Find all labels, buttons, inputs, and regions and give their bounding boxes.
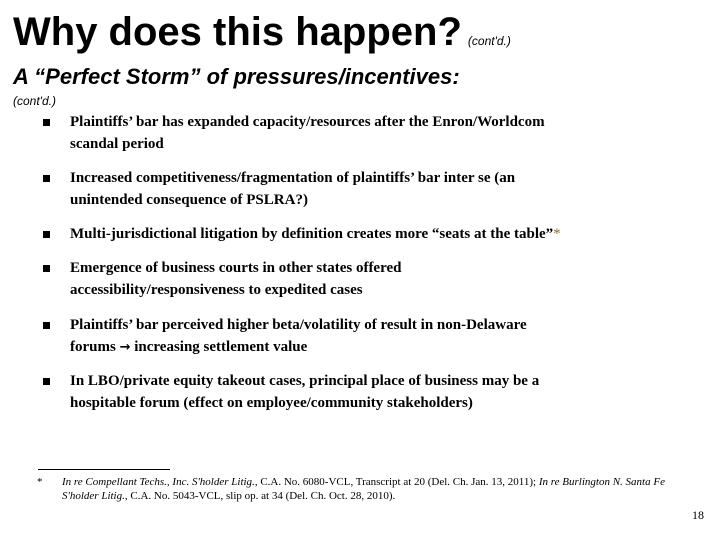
footnote-marker: * (37, 476, 43, 488)
square-bullet-icon (43, 265, 50, 272)
square-bullet-icon (43, 231, 50, 238)
bullet-line: unintended consequence of PSLRA?) (70, 192, 308, 208)
square-bullet-icon (43, 322, 50, 329)
bullet-text (70, 257, 670, 301)
bullet-line: In LBO/private equity takeout cases, principal place of business may be a (70, 373, 540, 389)
bullet-line: Multi-jurisdictional litigation by definition creates more “seats at the table” (70, 226, 554, 242)
case-citation: , C.A. No. 6080-VCL, Transcript at 20 (Del. Ch. Jan. 13, 2011); (254, 476, 539, 488)
bullet-line: Increased competitiveness/fragmentation of plaintiffs’ bar inter se (an (70, 170, 516, 186)
footnote-divider (38, 469, 170, 470)
bullet-line: Emergence of business courts in other states offered (70, 260, 402, 276)
bullet-line: scandal period (70, 136, 164, 152)
bullet-line: Plaintiffs’ bar perceived higher beta/volatility of result in non-Delaware (70, 317, 527, 333)
square-bullet-icon (43, 175, 50, 182)
bullet-line: increasing settlement value (134, 339, 308, 355)
right-arrow-icon: → (119, 340, 131, 355)
bullet-text (70, 370, 670, 414)
bullet-line: Plaintiffs’ bar has expanded capacity/resources after the Enron/Worldcom (70, 114, 545, 130)
slide-subtitle: A “Perfect Storm” of pressures/incentives: (13, 64, 460, 89)
bullet-text (70, 314, 670, 359)
case-citation: , C.A. No. 5043-VCL, slip op. at 34 (Del. Ch. Oct. 28, 2010). (124, 490, 396, 502)
bullet-text (70, 223, 670, 245)
bullet-text (70, 111, 670, 155)
square-bullet-icon (43, 119, 50, 126)
case-name: In re Burlington N. Santa Fe S'holder Litig. (62, 476, 665, 502)
title-cont: (cont'd.) (467, 34, 511, 48)
bullet-text (70, 167, 670, 211)
slide-title (13, 8, 511, 65)
bullet-line: hospitable forum (effect on employee/community stakeholders) (70, 395, 473, 411)
subtitle-cont: (cont'd.) (13, 94, 56, 108)
footnote-star: * (553, 226, 561, 242)
case-name: In re Compellant Techs., Inc. S'holder Litig. (62, 476, 255, 488)
bullet-line: accessibility/responsiveness to expedited cases (70, 282, 363, 298)
square-bullet-icon (43, 378, 50, 385)
footnote-text (62, 475, 692, 503)
title-text: Why does this happen? (13, 10, 462, 54)
bullet-line: forums (70, 339, 116, 355)
page-number: 18 (692, 508, 704, 522)
